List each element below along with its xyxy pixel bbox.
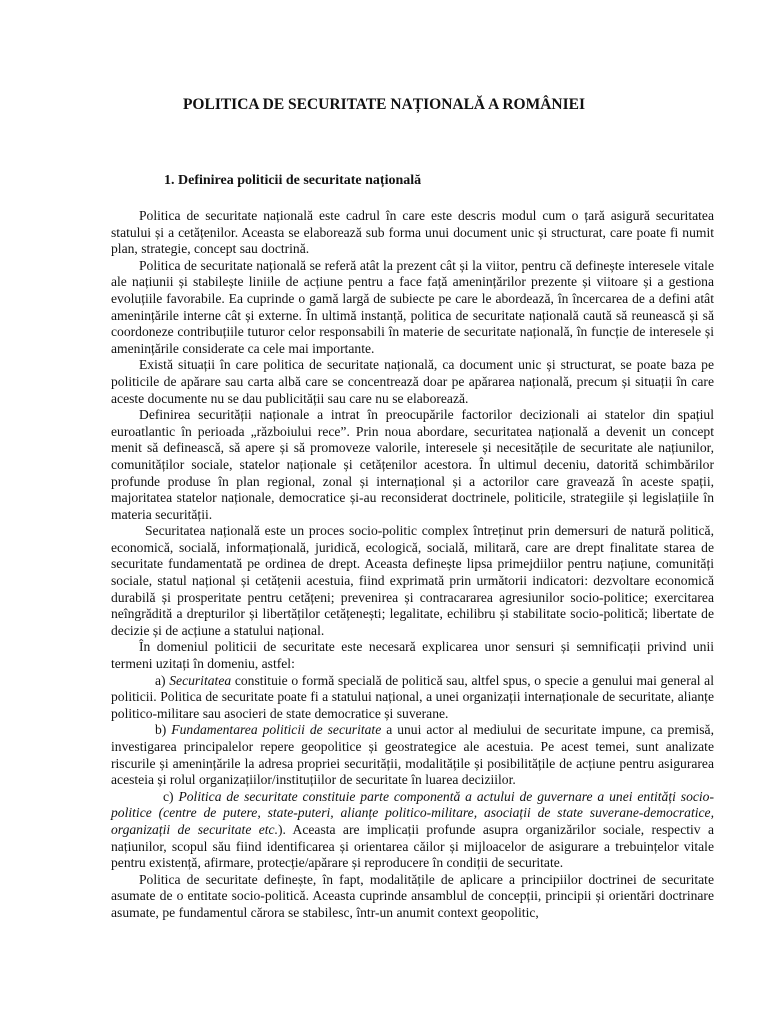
document-body <box>111 208 714 922</box>
list-item-term: Politica de securitate constituie parte componentă a actului de guvernare a unei entități socio-politice (centre de putere, state-puteri, alianțe politico-militare, asociații de state suverane-democratice, organizații de securitate etc. <box>111 788 715 837</box>
list-item <box>111 789 714 872</box>
list-item-text: constituie o formă specială de politică sau, altfel spus, o specie a genului mai general al politicii. Politica de securitate poate fi a statului național, a unei organizații internaționale de securitate, alianțe politico-militare sau asocieri de state democratice și suverane. <box>111 672 714 721</box>
list-item <box>111 722 714 788</box>
list-item-text: ). Aceasta are implicații profunde asupra organizărilor sociale, respectiv a națiunilor, scopul său fiind identificarea și orientarea căilor și mijloacelor de asigurare a trebuințelor vitale pentru existență, afirmare, protecție/apărare și reproducere în condiții de securitate. <box>111 821 714 871</box>
list-item <box>111 673 714 723</box>
list-item-term: Fundamentarea politicii de securitate <box>171 722 382 738</box>
paragraph: Politica de securitate definește, în fapt, modalitățile de aplicare a principiilor doctrinei de securitate asumate de o entitate socio-politică. Aceasta cuprinde ansamblul de concepții, principii și orientări doctrinare asumate, pe fundamentul cărora se stabilesc, într-un anumit context geopolitic, <box>111 871 714 920</box>
list-item-prefix: a) <box>155 672 170 688</box>
paragraph: Politica de securitate națională este cadrul în care este descris modul cum o țară asigură securitatea statului și a cetățenilor. Aceasta se elaborează sub forma unui document unic și structurat, care poate fi numit plan, strategie, concept sau doctrină. <box>111 208 714 257</box>
paragraph: În domeniul politicii de securitate este necesară explicarea unor sensuri și semnificații privind unii termeni uzitați în domeniu, astfel: <box>111 639 714 672</box>
list-item-prefix: b) <box>155 722 172 738</box>
list-item-term: Securitatea <box>169 672 232 688</box>
page-title: POLITICA DE SECURITATE NAȚIONALĂ A ROMÂNIEI <box>182 96 586 113</box>
paragraph: Securitatea națională este un proces socio-politic complex întreținut prin demersuri de natură politică, economică, socială, informațională, juridică, ecologică, socială, militară, care are drept finalitate starea de securitate fundamentată pe ordinea de drept. Aceasta definește lipsa primejdiilor pentru națiune, comunități sociale, statul național și cetățenii acestuia, fiind exprimată prin următorii indicatori: dezvoltare economică durabilă și prosperitate pentru cetățeni; prevenirea și contracararea agresiunilor socio-politice; exercitarea neîngrădită a drepturilor și libertăților cetățenești; legalitate, echilibru și stabilitate socio-politică; libertate de decizie și de acțiune a statului național. <box>111 523 714 638</box>
paragraph: Politica de securitate națională se referă atât la prezent cât și la viitor, pentru că definește interesele vitale ale națiunii și stabilește liniile de acțiune pentru a face față amenințărilor prezente și viitoare și a gestiona evoluțiile favorabile. Ea cuprinde o gamă largă de subiecte pe care le abordează, în încercarea de a defini atât amenințările interne cât și externe. În ultimă instanță, politica de securitate națională caută să reunească și să coordoneze contribuțiile tuturor celor responsabili în materie de securitate națională, în funcție de interesele și amenințările considerate ca cele mai importante. <box>111 257 714 356</box>
list-item-prefix: c) <box>163 788 179 804</box>
paragraph: Definirea securității naționale a intrat în preocupările factorilor decizionali ai statelor din spațiul euroatlantic în perioada „războiului rece”. Prin noua abordare, securitatea națională a devenit un concept menit să definească, să apere și să promoveze valorile, interesele și necesitățile de securitate ale națiunilor, comunităților sociale, statelor naționale și cetățenilor acestora. În ultimul deceniu, datorită schimbărilor profunde produse în plan regional, zonal și internațional și a actorilor care gravează în aceste spații, majoritatea statelor naționale, democratice și-au reconsiderat doctrinele, politicile, strategiile și legislațiile în materia securității. <box>111 407 714 522</box>
section-heading: 1. Definirea politicii de securitate națională <box>164 173 422 188</box>
paragraph: Există situații în care politica de securitate națională, ca document unic și structurat, se poate baza pe politicile de apărare sau carta albă care se concentrează doar pe apărarea națională, precum și situații în care aceste documente nu se dau publicității sau care nu se elaborează. <box>111 357 714 406</box>
list-item-text: a unui actor al mediului de securitate impune, ca premisă, investigarea principalelor repere geopolitice și geostrategice ale acestuia. Pe acest temei, sunt analizate riscurile și amenințările la adresa propriei securității, modalitățile și posibilitățile de acțiune pentru asigurarea acesteia și rolul organizațiilor/instituțiilor de securitate în luarea deciziilor. <box>111 722 714 788</box>
